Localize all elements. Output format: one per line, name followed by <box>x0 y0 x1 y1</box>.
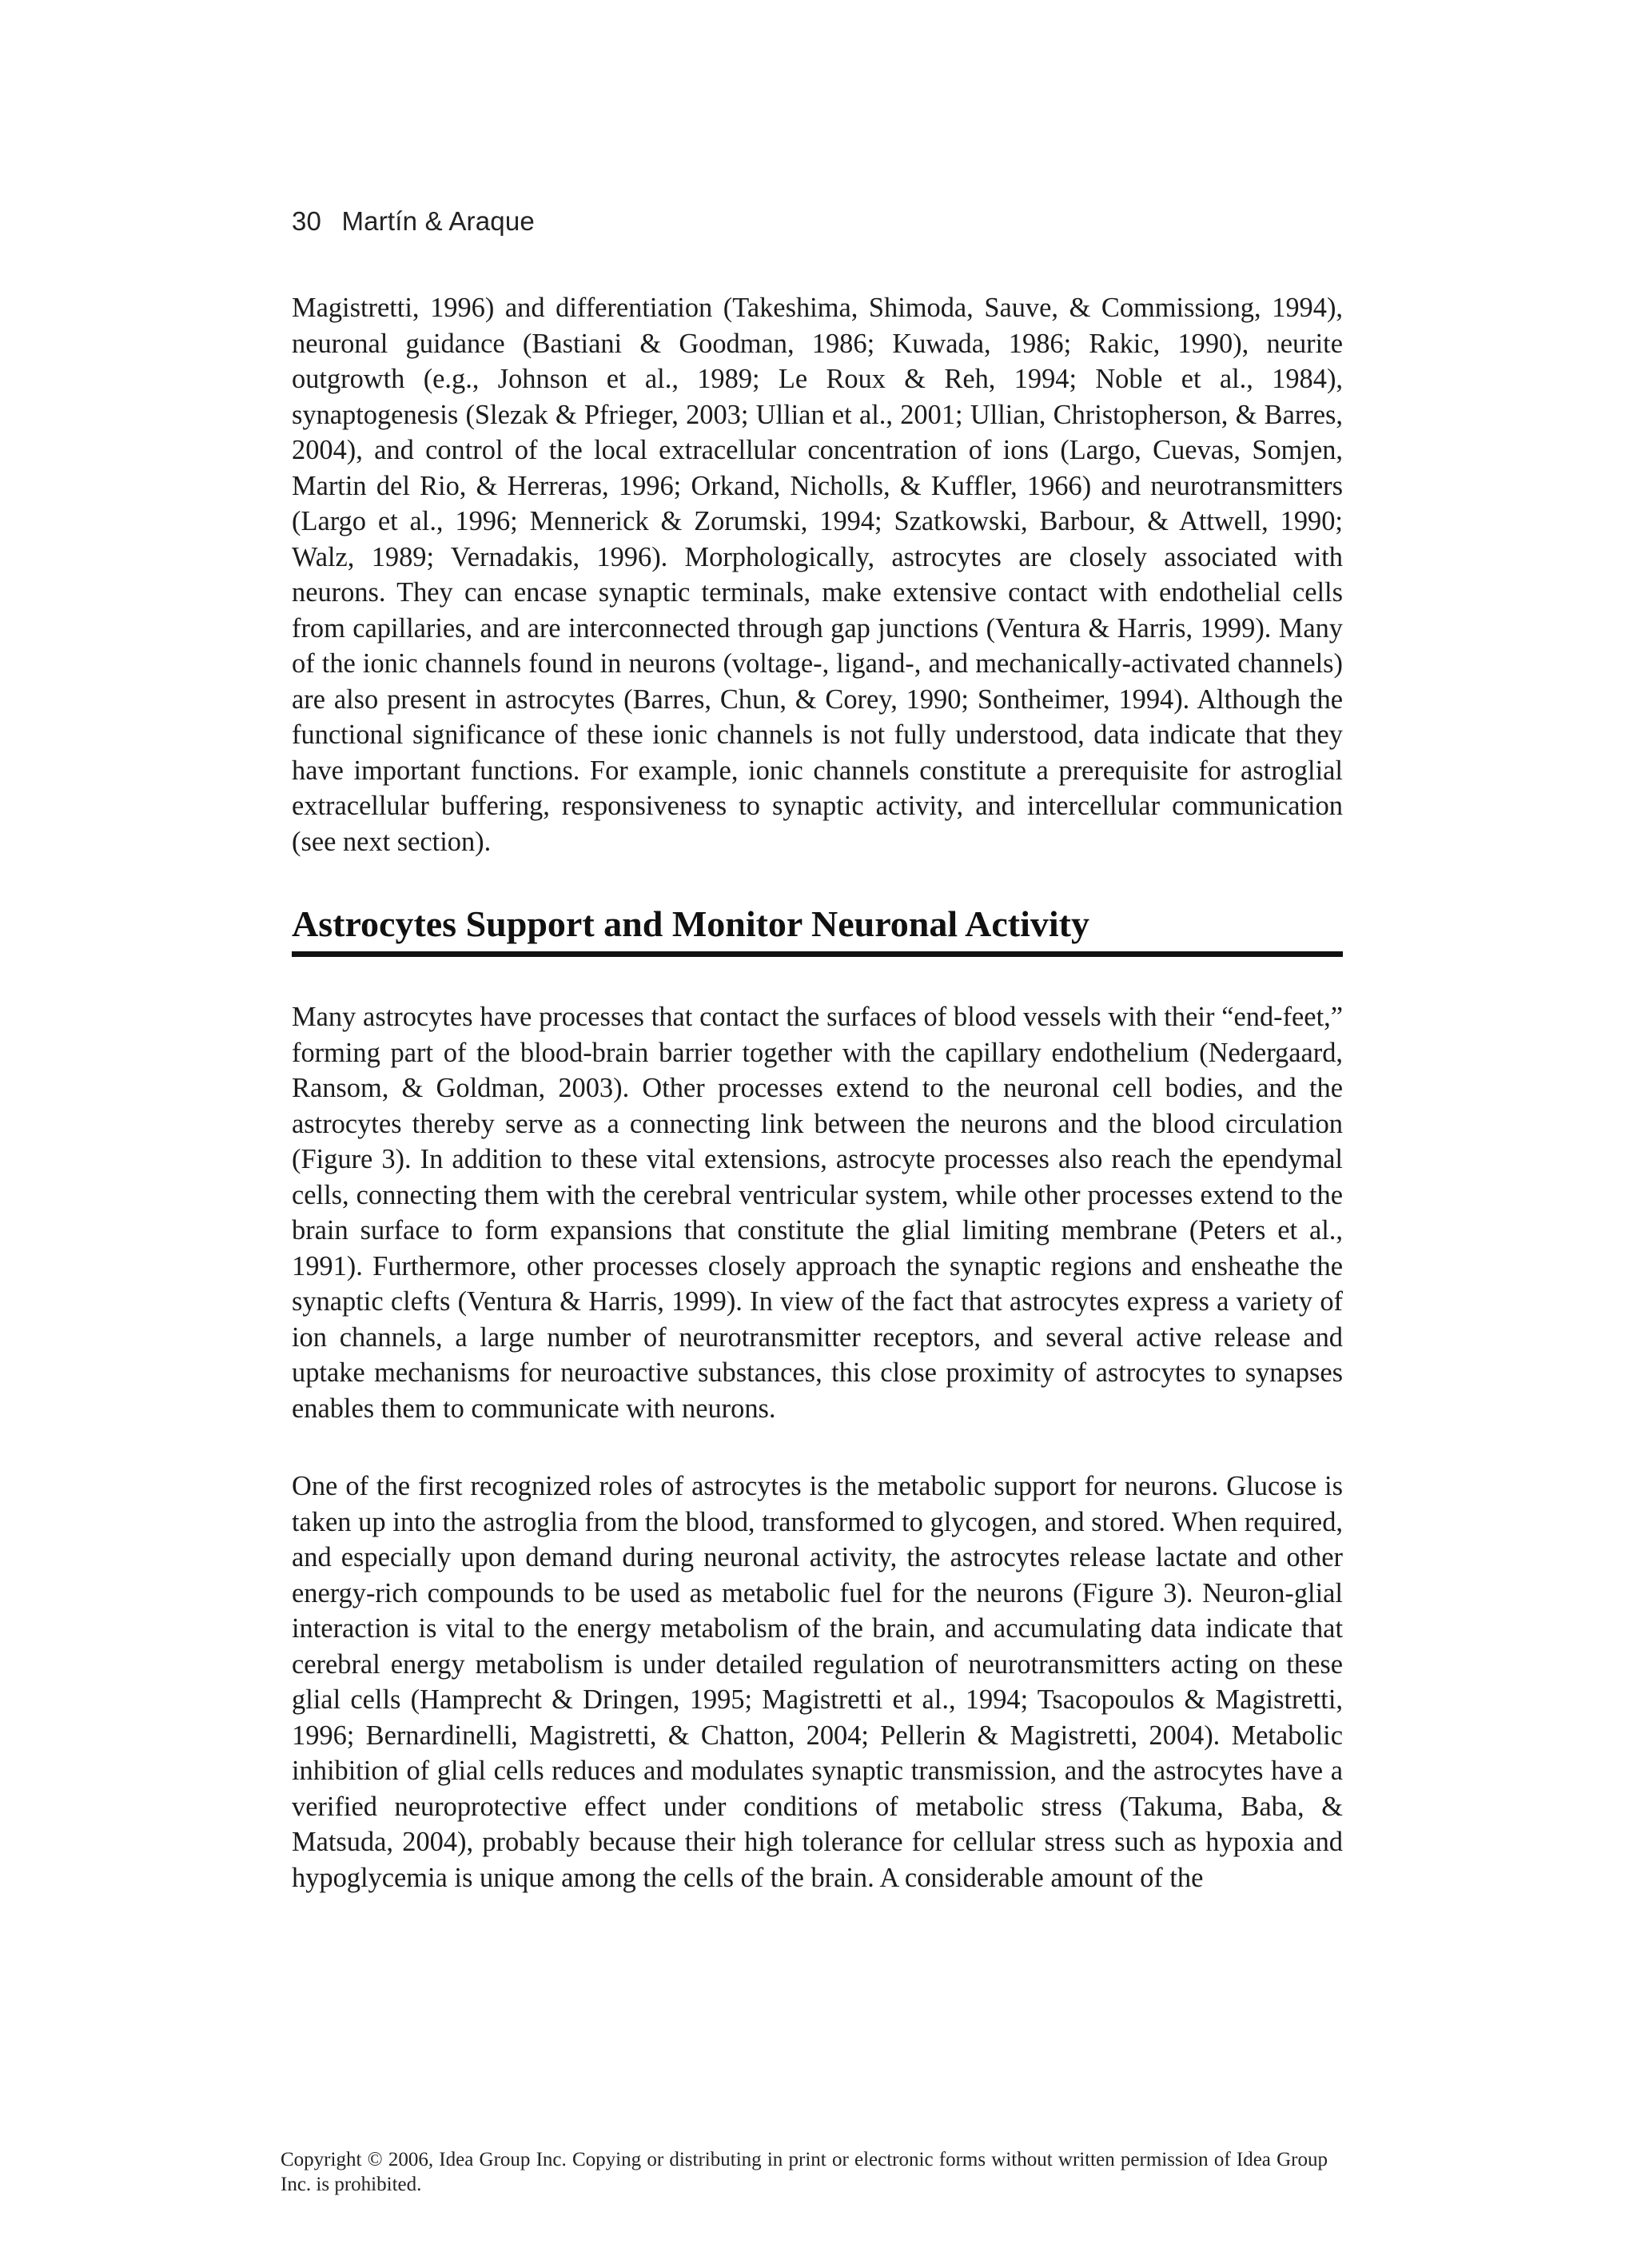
copyright-footer: Copyright © 2006, Idea Group Inc. Copying or distributing in print or electronic forms without written permission of Idea Group Inc. is prohibited. <box>281 2149 1328 2195</box>
body-paragraph-metabolic-support: One of the first recognized roles of astrocytes is the metabolic support for neurons. Glucose is taken up into the astroglia from the blood, transformed to glycogen, and stored. When required, and especially upon demand during neuronal activity, the astrocytes release lactate and other energy-rich compounds to be used as metabolic fuel for the neurons (Figure 3). Neuron-glial interaction is vital to the energy metabolism of the brain, and accumulating data indicate that cerebral energy metabolism is under detailed regulation of neurotransmitters acting on these glial cells (Hamprecht & Dringen, 1995; Magistretti et al., 1994; Tsacopoulos & Magistretti, 1996; Bernardinelli, Magistretti, & Chatton, 2004; Pellerin & Magistretti, 2004). Metabolic inhibition of glial cells reduces and modulates synaptic transmission, and the astrocytes have a verified neuroprotective effect under conditions of metabolic stress (Takuma, Baba, & Matsuda, 2004), probably because their high tolerance for cellular stress such as hypoxia and hypoglycemia is unique among the cells of the brain. A considerable amount of the <box>292 1471 1343 1893</box>
running-title: Martín & Araque <box>341 206 535 236</box>
body-paragraph-end-feet: Many astrocytes have processes that contact the surfaces of blood vessels with their “end-feet,” forming part of the blood-brain barrier together with the capillary endothelium (Nedergaard, Ransom, & Goldman, 2003). Other processes extend to the neuronal cell bodies, and the astrocytes thereby serve as a connecting link between the neurons and the blood circulation (Figure 3). In addition to these vital extensions, astrocyte processes also reach the ependymal cells, connecting them with the cerebral ventricular system, while other processes extend to the brain surface to form expansions that constitute the glial limiting membrane (Peters et al., 1991). Furthermore, other processes closely approach the synaptic regions and ensheathe the synaptic clefts (Ventura & Harris, 1999). In view of the fact that astrocytes express a variety of ion channels, a large number of neurotransmitter receptors, and several active release and uptake mechanisms for neuroactive substances, this close proximity of astrocytes to synapses enables them to communicate with neurons. <box>292 1002 1343 1424</box>
body-paragraph-continued: Magistretti, 1996) and differentiation (Takeshima, Shimoda, Sauve, & Commissiong, 1994), neuronal guidance (Bastiani & Goodman, 1986; Kuwada, 1986; Rakic, 1990), neurite outgrowth (e.g., Johnson et al., 1989; Le Roux & Reh, 1994; Noble et al., 1984), synaptogenesis (Slezak & Pfrieger, 2003; Ullian et al., 2001; Ullian, Christopherson, & Barres, 2004), and control of the local extracellular concentration of ions (Largo, Cuevas, Somjen, Martin del Rio, & Herreras, 1996; Orkand, Nicholls, & Kuffler, 1966) and neurotransmitters (Largo et al., 1996; Mennerick & Zorumski, 1994; Szatkowski, Barbour, & Attwell, 1990; Walz, 1989; Vernadakis, 1996). Morphologically, astrocytes are closely associated with neurons. They can encase synaptic terminals, make extensive contact with endothelial cells from capillaries, and are interconnected through gap junctions (Ventura & Harris, 1999). Many of the ionic channels found in neurons (voltage-, ligand-, and mechanically-activated channels) are also present in astrocytes (Barres, Chun, & Corey, 1990; Sontheimer, 1994). Although the functional significance of these ionic channels is not fully understood, data indicate that they have important functions. For example, ionic channels constitute a prerequisite for astroglial extracellular buffering, responsiveness to synaptic activity, and intercellular communication (see next section). <box>292 293 1343 857</box>
page-number: 30 <box>292 206 322 236</box>
section-heading: Astrocytes Support and Monitor Neuronal Activity <box>292 902 1343 957</box>
running-header <box>292 206 535 237</box>
